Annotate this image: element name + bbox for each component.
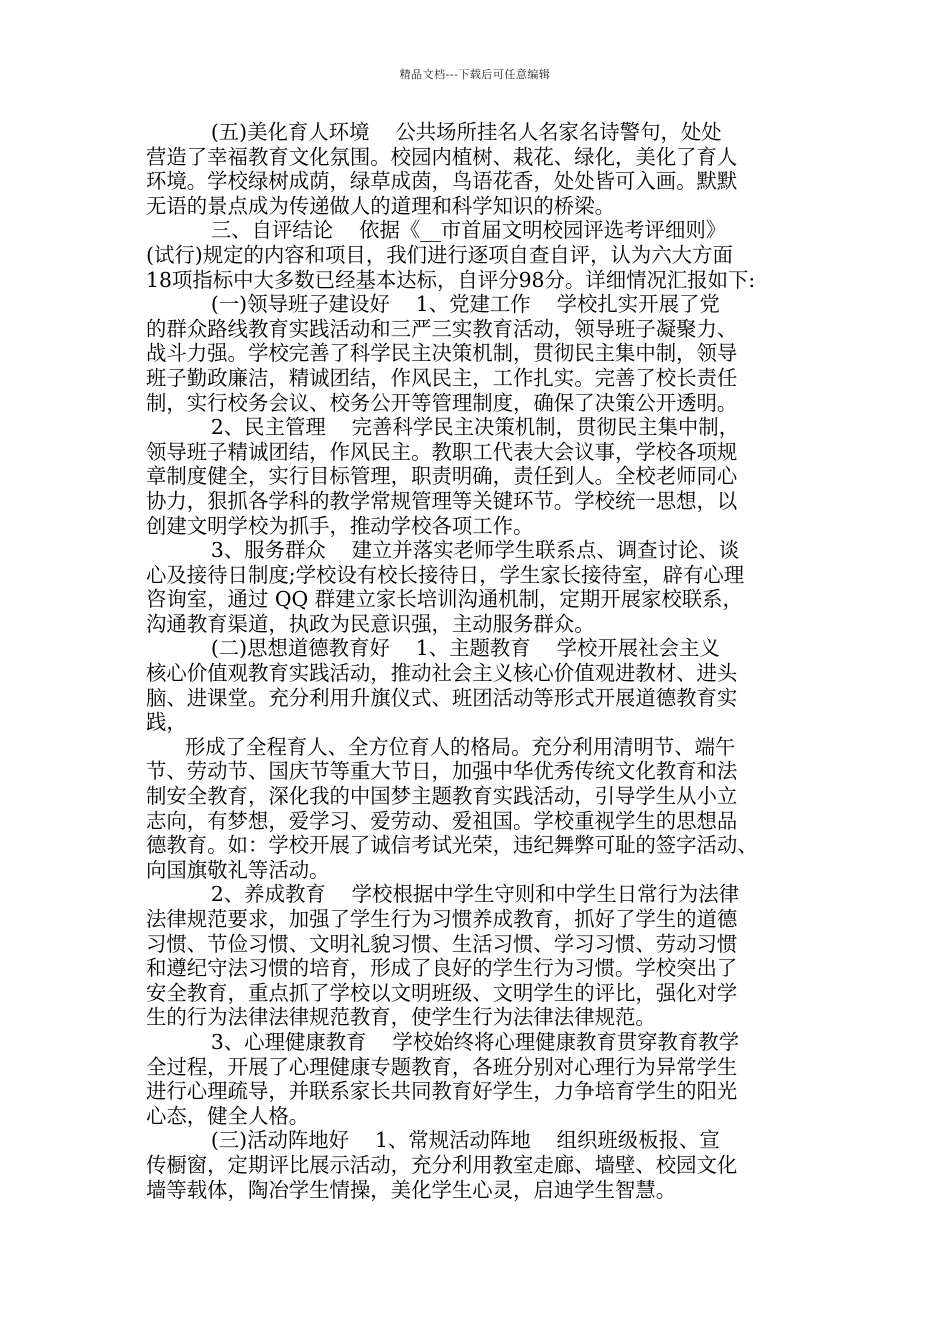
text-line: 脑、进课堂。充分利用升旗仪式、班团活动等形式开展道德教育实	[146, 685, 738, 710]
text-line: 节、劳动节、国庆节等重大节日，加强中华优秀传统文化教育和法	[146, 759, 738, 784]
text-line: 生的行为法律法律规范教育，使学生行为法律法律规范。	[146, 1005, 656, 1030]
text-line: 践，	[146, 710, 187, 735]
text-line: 2、养成教育 学校根据中学生守则和中学生日常行为法律	[146, 882, 740, 907]
text-line: 德教育。如：学校开展了诚信考试光荣，违纪舞弊可耻的签字活动、	[146, 833, 758, 858]
text-line: 战斗力强。学校完善了科学民主决策机制，贯彻民主集中制，领导	[146, 341, 738, 366]
text-line: 制，实行校务会议、校务公开等管理制度，确保了决策公开透明。	[146, 390, 738, 415]
document-body	[146, 120, 806, 1202]
text-line: 心及接待日制度;学校设有校长接待日，学生家长接待室，辟有心理	[146, 562, 745, 587]
text-line: 无语的景点成为传递做人的道理和科学知识的桥梁。	[146, 193, 615, 218]
text-line: 18项指标中大多数已经基本达标，自评分98分。详细情况汇报如下:	[146, 267, 756, 292]
text-line: 咨询室，通过 QQ 群建立家长培训沟通机制，定期开展家校联系，	[146, 587, 743, 612]
text-line: 墙等载体，陶冶学生情操，美化学生心灵，启迪学生智慧。	[146, 1177, 677, 1202]
text-line: 章制度健全，实行目标管理，职责明确，责任到人。全校老师同心	[146, 464, 738, 489]
text-line: 向国旗敬礼等活动。	[146, 857, 330, 882]
text-line: 全过程，开展了心理健康专题教育，各班分别对心理行为异常学生	[146, 1054, 738, 1079]
text-line: 和遵纪守法习惯的培育，形成了良好的学生行为习惯。学校突出了	[146, 956, 738, 981]
text-line: 创建文明学校为抓手，推动学校各项工作。	[146, 513, 534, 538]
page-header: 精品文档---下载后可任意编辑	[399, 68, 551, 81]
text-line: (二)思想道德教育好 1、主题教育 学校开展社会主义	[146, 636, 720, 661]
text-line: 三、自评结论 依据《__市首届文明校园评选考评细则》	[146, 218, 727, 243]
text-line: 沟通教育渠道，执政为民意识强，主动服务群众。	[146, 611, 595, 636]
text-line: 领导班子精诚团结，作风民主。教职工代表大会议事，学校各项规	[146, 439, 738, 464]
text-line: 习惯、节俭习惯、文明礼貌习惯、生活习惯、学习习惯、劳动习惯	[146, 931, 738, 956]
text-line: 传橱窗，定期评比展示活动，充分利用教室走廊、墙壁、校园文化	[146, 1152, 738, 1177]
text-line: 法律规范要求，加强了学生行为习惯养成教育，抓好了学生的道德	[146, 907, 738, 931]
text-line: 环境。学校绿树成荫，绿草成茵，鸟语花香，处处皆可入画。默默	[146, 169, 738, 194]
text-line: 班子勤政廉洁，精诚团结，作风民主，工作扎实。完善了校长责任	[146, 365, 738, 390]
text-line: 志向，有梦想，爱学习、爱劳动、爱祖国。学校重视学生的思想品	[146, 808, 738, 833]
text-line: 制安全教育，深化我的中国梦主题教育实践活动，引导学生从小立	[146, 784, 738, 809]
text-line: (一)领导班子建设好 1、党建工作 学校扎实开展了党	[146, 292, 720, 317]
text-line: 3、心理健康教育 学校始终将心理健康教育贯穿教育教学	[146, 1029, 740, 1054]
text-line: 心态，健全人格。	[146, 1103, 310, 1128]
text-line: 进行心理疏导，并联系家长共同教育好学生，力争培育学生的阳光	[146, 1079, 738, 1104]
text-line: (五)美化育人环境 公共场所挂名人名家名诗警句，处处	[146, 120, 722, 144]
text-line: 2、民主管理 完善科学民主决策机制，贯彻民主集中制，	[146, 415, 740, 440]
text-line: 的群众路线教育实践活动和三严三实教育活动，领导班子凝聚力、	[146, 316, 738, 341]
text-line: 形成了全程育人、全方位育人的格局。充分利用清明节、端午	[146, 734, 736, 759]
text-line: (试行)规定的内容和项目，我们进行逐项自查自评，认为六大方面	[146, 242, 733, 267]
text-line: (三)活动阵地好 1、常规活动阵地 组织班级板报、宣	[146, 1128, 720, 1153]
text-line: 安全教育，重点抓了学校以文明班级、文明学生的评比，强化对学	[146, 980, 738, 1005]
text-line: 3、服务群众 建立并落实老师学生联系点、调查讨论、谈	[146, 538, 740, 563]
text-line: 营造了幸福教育文化氛围。校园内植树、栽花、绿化，美化了育人	[146, 144, 738, 169]
text-line: 核心价值观教育实践活动，推动社会主义核心价值观进教材、进头	[146, 661, 738, 686]
text-line: 协力，狠抓各学科的教学常规管理等关键环节。学校统一思想，以	[146, 488, 738, 513]
